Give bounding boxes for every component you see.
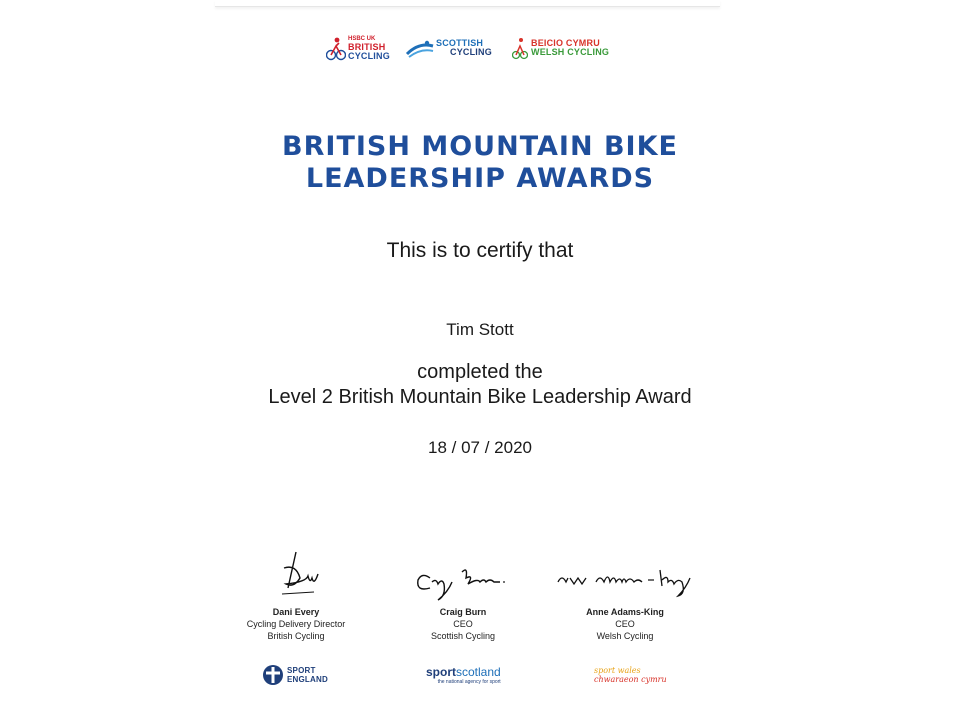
certificate-title-line2: LEADERSHIP AWARDS xyxy=(305,163,655,194)
se-line2: ENGLAND xyxy=(287,675,328,684)
welsh-cyclist-icon xyxy=(512,35,528,61)
signatory-org: British Cycling xyxy=(267,631,325,641)
bc-line2: CYCLING xyxy=(348,50,390,61)
sc-line1: SCOTTISH xyxy=(436,38,484,48)
signature-craig-burn xyxy=(408,548,518,604)
sportscotland-sport: sport xyxy=(426,664,456,679)
signatory-3 xyxy=(540,548,710,642)
sw-line1: sport wales xyxy=(594,666,641,675)
signatory-role: CEO xyxy=(453,619,473,629)
signatory-org: Scottish Cycling xyxy=(430,631,496,641)
sport-england-emblem-icon xyxy=(262,664,284,686)
signatory-name: Anne Adams-King xyxy=(586,607,664,617)
header-logos xyxy=(0,30,960,66)
signatory-1 xyxy=(211,548,381,642)
sportscotland-logo xyxy=(426,660,501,690)
signatory-name: Craig Burn xyxy=(439,607,487,617)
sc-line2: CYCLING xyxy=(450,47,492,57)
sw-line2: chwaraeon cymru xyxy=(594,675,667,684)
sport-wales-logo xyxy=(594,660,667,690)
signatory-2 xyxy=(378,548,548,642)
funder-logos xyxy=(0,660,960,690)
bc-line1: BRITISH xyxy=(348,41,386,52)
scottish-cycling-logo xyxy=(405,30,492,66)
award-name: Level 2 British Mountain Bike Leadership Award xyxy=(268,386,692,408)
signatory-org: Welsh Cycling xyxy=(596,631,654,641)
award-date: 18 / 07 / 2020 xyxy=(428,438,532,457)
welsh-cycling-logo xyxy=(512,30,609,66)
sport-england-logo xyxy=(262,660,328,690)
sportscotland-tagline: the national agency for sport xyxy=(437,678,501,685)
completed-text: completed the xyxy=(417,361,543,383)
signature-dani-every xyxy=(266,548,326,604)
cyclist-icon xyxy=(326,33,346,63)
signature-anne-adams-king xyxy=(550,548,700,604)
certificate-title-line1: BRITISH MOUNTAIN BIKE xyxy=(282,131,678,162)
signatory-role: Cycling Delivery Director xyxy=(246,619,346,629)
hsbc-sponsor-text: HSBC UK xyxy=(348,35,376,42)
certify-intro: This is to certify that xyxy=(386,239,574,262)
se-line1: SPORT xyxy=(287,666,316,675)
signatory-name: Dani Every xyxy=(272,607,320,617)
sportscotland-scotland: scotland xyxy=(456,664,501,679)
wc-line1: BEICIO CYMRU xyxy=(531,38,600,48)
scottish-cycling-swoosh-icon xyxy=(405,36,435,60)
wc-line2: WELSH CYCLING xyxy=(531,47,610,57)
british-cycling-logo xyxy=(326,30,390,66)
signatory-role: CEO xyxy=(615,619,635,629)
recipient-name: Tim Stott xyxy=(446,320,514,339)
page-top-edge xyxy=(215,0,720,7)
